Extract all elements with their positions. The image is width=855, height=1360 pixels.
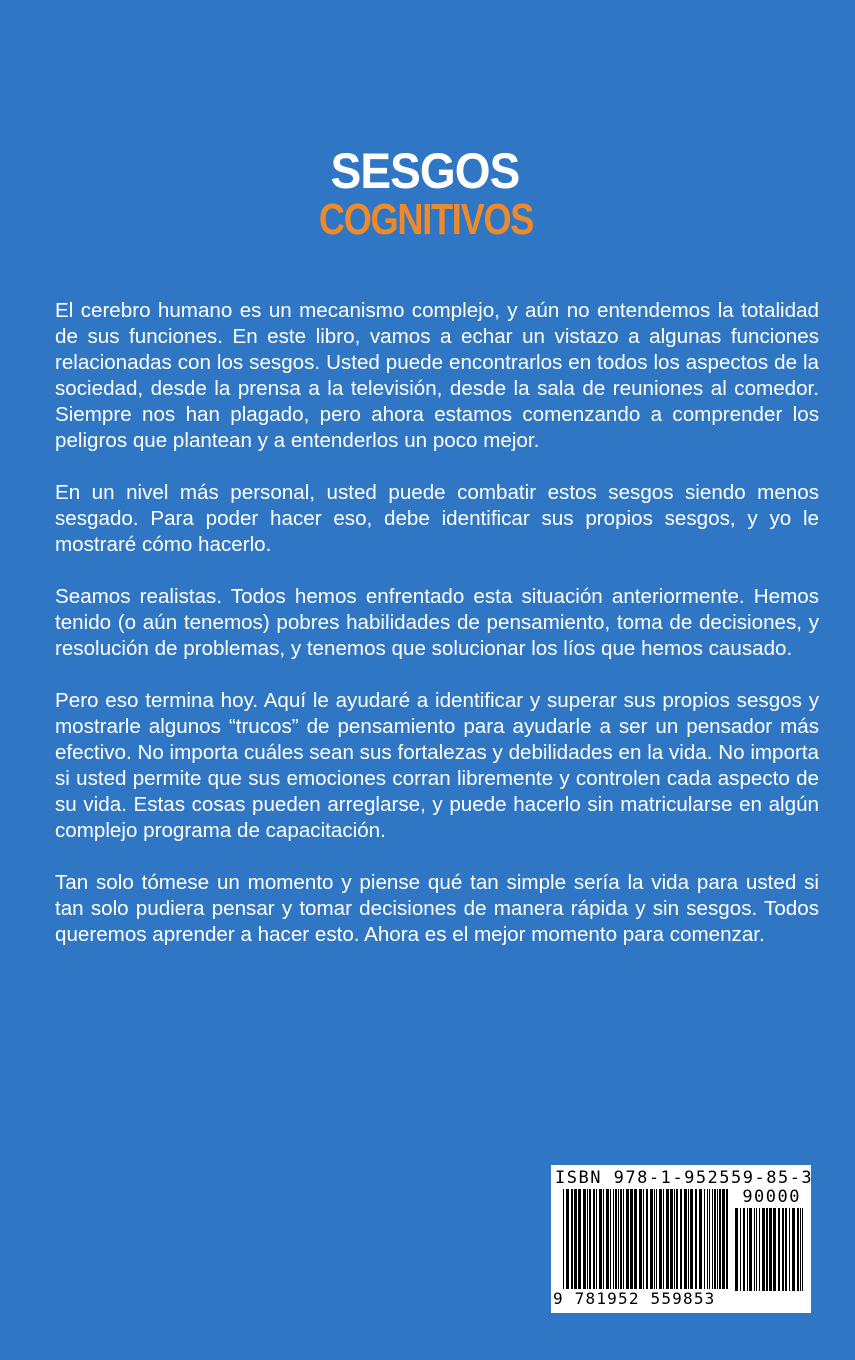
- barcode-bar: [574, 1189, 577, 1289]
- barcode-bar: [754, 1208, 755, 1291]
- barcode-bar: [656, 1189, 657, 1289]
- barcode-bar: [735, 1208, 738, 1291]
- barcode-bar: [699, 1189, 702, 1289]
- barcode-bar: [766, 1208, 768, 1291]
- barcode-bar: [688, 1189, 689, 1289]
- barcode-bar: [634, 1189, 637, 1289]
- barcode-bar: [674, 1189, 675, 1289]
- isbn-label: ISBN 978-1-952559-85-3: [555, 1168, 814, 1188]
- barcode-bar: [743, 1208, 745, 1291]
- barcode-bar: [613, 1189, 614, 1289]
- title-sub: COGNITIVOS: [318, 195, 534, 244]
- blurb-paragraph-3: Seamos realistas. Todos hemos enfrentado esta situación anteriormente. Hemos tenido (o aún tenemos) pobres habilidades de pensamiento, toma de decisiones, y resolución de problemas, y tenemos que solucionar los líos que hemos causado.: [55, 585, 819, 660]
- barcode-bar: [646, 1189, 648, 1289]
- barcode-bar: [726, 1189, 728, 1289]
- barcode-bar: [563, 1189, 564, 1289]
- barcode-bar: [626, 1189, 629, 1289]
- barcode-bar: [654, 1189, 655, 1289]
- barcode-bar: [589, 1189, 591, 1289]
- barcode-bar: [747, 1208, 748, 1291]
- barcode-bar: [643, 1189, 644, 1289]
- barcode-bar: [620, 1189, 622, 1289]
- title-main: SESGOS: [330, 143, 520, 199]
- barcode-bar: [615, 1189, 617, 1289]
- barcode-bar: [717, 1189, 718, 1289]
- blurb-paragraph-2: En un nivel más personal, usted puede combatir estos sesgos siendo menos sesgado. Para poder hacer eso, debe identificar sus propios sesgos, y yo le mostraré cómo hacerlo.: [55, 481, 819, 556]
- barcode-bar: [650, 1189, 653, 1289]
- barcode-bar: [773, 1208, 776, 1291]
- barcode-digits: 9 781952 559853: [553, 1289, 716, 1308]
- barcode-bar: [583, 1189, 586, 1289]
- barcode-bar: [719, 1189, 721, 1289]
- barcode-bar: [769, 1208, 772, 1291]
- barcode-main-bars: [563, 1189, 728, 1289]
- barcode-bar: [785, 1208, 787, 1291]
- barcode-bar: [663, 1189, 664, 1289]
- barcode-bar: [695, 1189, 697, 1289]
- price-code: 90000: [742, 1187, 801, 1207]
- barcode-bar: [690, 1189, 693, 1289]
- barcode-bar: [680, 1189, 682, 1289]
- barcode-bar: [618, 1189, 619, 1289]
- barcode-bar: [797, 1208, 799, 1291]
- barcode-bar: [792, 1208, 795, 1291]
- barcode-bar: [802, 1208, 803, 1291]
- barcode-bar: [639, 1189, 642, 1289]
- barcode-bar: [610, 1189, 611, 1289]
- barcode-bar: [740, 1208, 741, 1291]
- isbn-barcode: [551, 1165, 814, 1313]
- barcode-bar: [704, 1189, 705, 1289]
- barcode-bar: [571, 1189, 573, 1289]
- barcode-bar: [800, 1208, 801, 1291]
- blurb-paragraph-1: El cerebro humano es un mecanismo complejo, y aún no entendemos la totalidad de sus funciones. En este libro, vamos a echar un vistazo a algunas funciones relacionadas con los sesgos. Usted puede encontrarlos en todos los aspectos de la sociedad, desde la prensa a la televisión, desde la sala de reuniones al comedor. Siempre nos han plagado, pero ahora estamos comenzando a comprender los peligros que plantean y a entenderlos un poco mejor.: [55, 299, 819, 452]
- blurb-paragraph-4: Pero eso termina hoy. Aquí le ayudaré a identificar y superar sus propios sesgos y mostrarle algunos “trucos” de pensamiento para ayudarle a ser un pensador más efectivo. No importa cuáles sean sus fortalezas y debilidades en la vida. No importa si usted permite que sus emociones corran libremente y controlen cada aspecto de su vida. Estas cosas pueden arreglarse, y puede hacerlo sin matricularse en algún complejo programa de capacitación.: [55, 689, 819, 842]
- barcode-bar: [630, 1189, 633, 1289]
- barcode-bar: [756, 1208, 757, 1291]
- barcode-bar: [759, 1208, 760, 1291]
- barcode-bar: [778, 1208, 780, 1291]
- barcode-bar: [749, 1208, 752, 1291]
- barcode-bar: [599, 1189, 602, 1289]
- barcode-bar: [587, 1189, 588, 1289]
- barcode-bar: [782, 1208, 784, 1291]
- barcode-bar: [670, 1189, 673, 1289]
- blurb-paragraph-5: Tan solo tómese un momento y piense qué tan simple sería la vida para usted si tan solo pudiera pensar y tomar decisiones de manera rápida y sin sesgos. Todos queremos aprender a hacer esto. Ahora es el mejor momento para comenzar.: [55, 871, 819, 946]
- barcode-bar: [722, 1189, 725, 1289]
- barcode-bar: [596, 1189, 597, 1289]
- barcode-bar: [709, 1189, 710, 1289]
- barcode-bar: [603, 1189, 604, 1289]
- barcode-bar: [684, 1189, 687, 1289]
- barcode-bar: [676, 1189, 678, 1289]
- barcode-bar: [623, 1189, 624, 1289]
- barcode-bar: [659, 1189, 662, 1289]
- book-title: [0, 143, 855, 244]
- barcode-bar: [593, 1189, 595, 1289]
- barcode-bar: [707, 1189, 708, 1289]
- blurb-text: [55, 298, 819, 974]
- barcode-bar: [712, 1189, 713, 1289]
- barcode-bar: [666, 1189, 669, 1289]
- barcode-bar: [606, 1189, 609, 1289]
- barcode-bar: [714, 1189, 716, 1289]
- barcode-addon-bars: [735, 1208, 803, 1291]
- barcode-bar: [762, 1208, 765, 1291]
- barcode-bar: [578, 1189, 581, 1289]
- barcode-bar: [789, 1208, 790, 1291]
- barcode-bar: [566, 1189, 569, 1289]
